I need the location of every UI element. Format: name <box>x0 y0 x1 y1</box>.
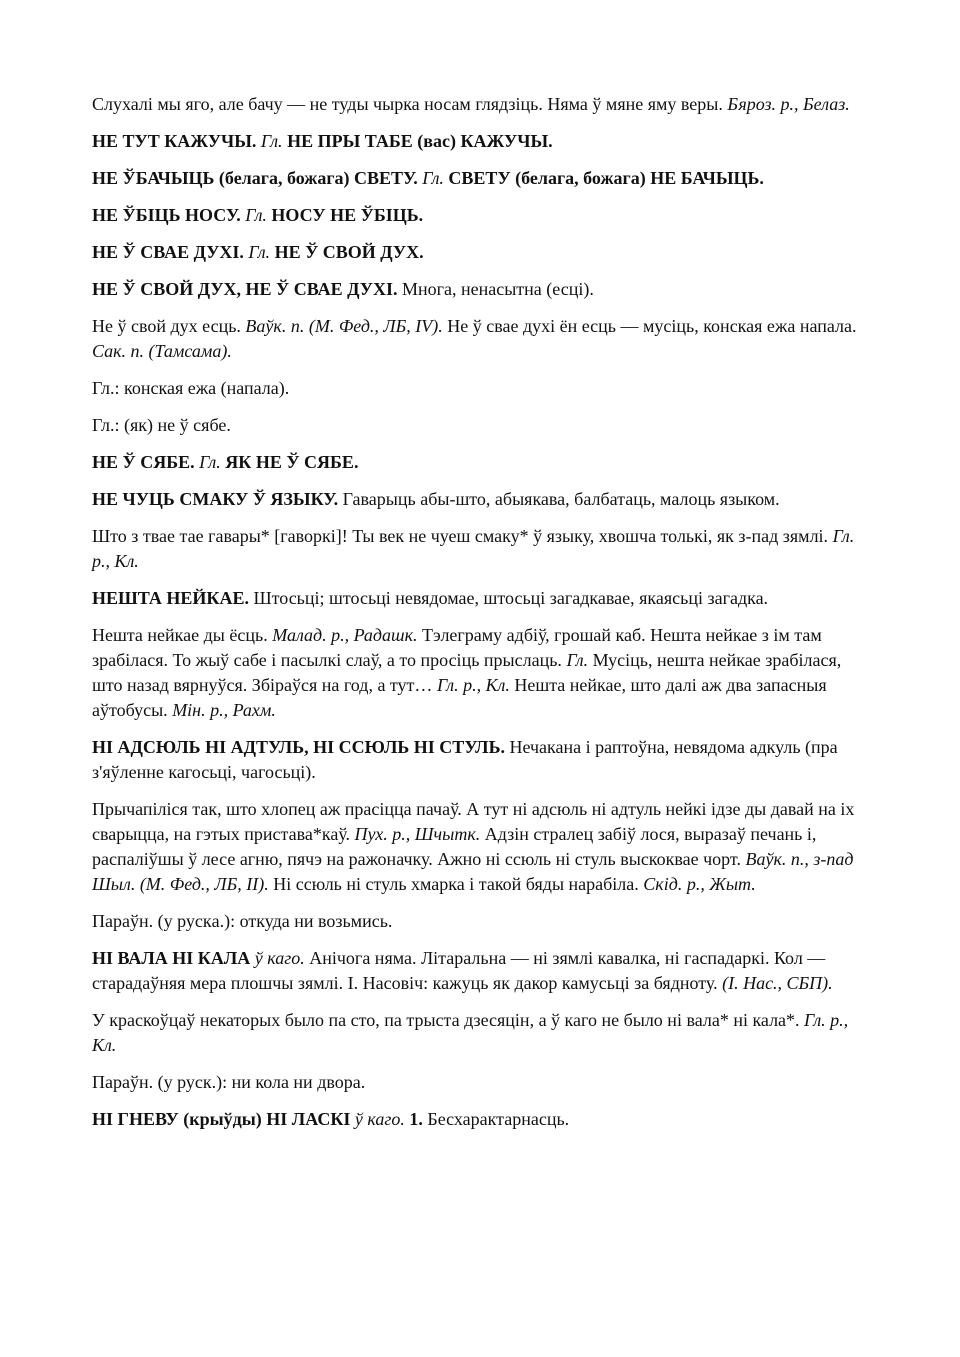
paragraph <box>92 277 870 302</box>
paragraph <box>92 946 870 996</box>
headword-text: НЕ ТУТ КАЖУЧЫ. <box>92 131 261 151</box>
body-text: Нешта нейкае ды ёсць. <box>92 625 273 645</box>
source-ref-text: Ваўк. п., з-пад Шыл. (М. Фед., ЛБ, II). <box>92 849 854 894</box>
source-ref-text: Гл. <box>248 242 275 262</box>
source-ref-text: Сак. п. (Тамсама). <box>92 341 232 361</box>
body-text: Параўн. (у рускa.): откуда ни возьмись. <box>92 911 393 931</box>
body-text: Не ў свае духі ён есць — мусіць, конская ежа напала. <box>442 316 857 336</box>
headword-text: НІ ВАЛА НІ КАЛА <box>92 948 255 968</box>
headword-text: НЕ ЎБІЦЬ НОСУ. <box>92 205 246 225</box>
source-ref-text: ў каго. <box>254 948 305 968</box>
headword-text: НЕ Ў СЯБЕ. <box>92 452 200 472</box>
body-text: Параўн. (у руск.): ни кола ни двора. <box>92 1072 366 1092</box>
paragraph <box>92 586 870 611</box>
body-text: Ні ссюль ні стуль хмарка і такой бяды нарабіла. <box>268 874 644 894</box>
headword-text: НЕ Ў СВОЙ ДУХ. <box>274 242 424 262</box>
body-text: Што з твае тае гавары* [гаворкі]! Ты век не чуеш смаку* ў языку, хвошча толькі, як з-пад зямлі. <box>92 526 833 546</box>
headword-text: НЕ ЧУЦЬ СМАКУ Ў ЯЗЫКУ. <box>92 489 343 509</box>
source-ref-text: Гл. р., Кл. <box>92 526 855 571</box>
body-text: Гаварыць абы-што, абыякава, балбатаць, малоць языком. <box>342 489 780 509</box>
paragraph <box>92 314 870 364</box>
paragraph <box>92 203 870 228</box>
headword-text: СВЕТУ (белага, божага) НЕ БАЧЫЦЬ. <box>448 168 764 188</box>
source-ref-text: Малад. р., Радашк. <box>272 625 418 645</box>
source-ref-text: Гл. <box>199 452 226 472</box>
body-text: Штосьці; штосьці невядомае, штосьці загадкавае, якаясьці загадка. <box>253 588 769 608</box>
body-text: Мусіць, нешта нейкае зрабілася, што назад вярнуўся. Збіраўся на год, а тут… <box>92 650 842 695</box>
headword-text: ЯК НЕ Ў СЯБЕ. <box>225 452 359 472</box>
body-text: Многа, ненасытна (есці). <box>401 279 594 299</box>
body-text: Бесхарактарнасць. <box>422 1109 570 1129</box>
headword-text: 1. <box>409 1109 423 1129</box>
body-text: Адзін стралец забіў лося, выразаў печань і, распаліўшы ў лесе агню, пячэ на ражоначку. Ажно ні ссюль ні стуль выскоквае чорт. <box>92 824 817 869</box>
source-ref-text: Пух. р., Шчытк. <box>354 824 481 844</box>
paragraph <box>92 450 870 475</box>
document-body <box>92 92 870 1132</box>
paragraph <box>92 166 870 191</box>
source-ref-text: Гл. <box>566 650 589 670</box>
paragraph <box>92 1008 870 1058</box>
headword-text: НЕ Ў СВОЙ ДУХ, НЕ Ў СВАЕ ДУХІ. <box>92 279 402 299</box>
source-ref-text: Гл. р., Кл. <box>92 1010 849 1055</box>
source-ref-text: Гл. <box>260 131 288 151</box>
headword-text: НІ АДСЮЛЬ НІ АДТУЛЬ, НІ ССЮЛЬ НІ СТУЛЬ. <box>92 737 510 757</box>
body-text: Тэлеграму адбіў, грошай каб. Нешта нейкае з ім там зрабілася. То жыў сабе і пасылкі слаў, а то просіць прыслаць. <box>92 625 822 670</box>
body-text: Нешта нейкае, што далі аж два запасныя аўтобусы. <box>92 675 827 720</box>
source-ref-text: Скід. р., Жыт. <box>643 874 756 894</box>
headword-text: НОСУ НЕ ЎБІЦЬ. <box>271 205 424 225</box>
paragraph <box>92 1107 870 1132</box>
paragraph <box>92 413 870 438</box>
paragraph <box>92 1070 870 1095</box>
paragraph <box>92 92 870 117</box>
paragraph <box>92 376 870 401</box>
source-ref-text: Гл. <box>422 168 449 188</box>
paragraph <box>92 735 870 785</box>
paragraph <box>92 487 870 512</box>
body-text: Прычапіліся так, што хлопец аж прасіцца пачаў. А тут ні адсюль ні адтуль нейкі ідзе ды давай на іх сварыцца, на гэтых пристава*каў. <box>92 799 855 844</box>
source-ref-text: Ваўк. п. (М. Фед., ЛБ, IV). <box>245 316 443 336</box>
headword-text: НЕШТА НЕЙКАЕ. <box>92 588 254 608</box>
paragraph <box>92 623 870 723</box>
paragraph <box>92 909 870 934</box>
paragraph <box>92 524 870 574</box>
source-ref-text: Мін. р., Рахм. <box>172 700 276 720</box>
source-ref-text: (І. Нас., СБП). <box>722 973 833 993</box>
source-ref-text: Бяроз. р., Белаз. <box>727 94 850 114</box>
paragraph <box>92 129 870 154</box>
source-ref-text: Гл. р., Кл. <box>436 675 510 695</box>
body-text: Слухалі мы яго, але бачу — не туды чырка носам глядзіць. Няма ў мяне яму веры. <box>92 94 728 114</box>
body-text: Гл.: (як) не ў сябе. <box>92 415 231 435</box>
source-ref-text: ў каго. <box>354 1109 405 1129</box>
headword-text: НІ ГНЕВУ (крыўды) НІ ЛАСКІ <box>92 1109 355 1129</box>
paragraph <box>92 240 870 265</box>
headword-text: НЕ Ў СВАЕ ДУХІ. <box>92 242 249 262</box>
headword-text: НЕ ПРЫ ТАБЕ (вас) КАЖУЧЫ. <box>287 131 553 151</box>
body-text: Нечакана і раптоўна, невядома адкуль (пра з'яўленне кагосьці, чагосьці). <box>92 737 838 782</box>
source-ref-text: Гл. <box>245 205 272 225</box>
body-text: Не ў свой дух есць. <box>92 316 246 336</box>
body-text: Анічога няма. Літаральна — ні зямлі кавалка, ні гаспадаркі. Кол — старадаўняя мера плошчы зямлі. І. Насовіч: кажуць як дакор камусьці за бядноту. <box>92 948 826 993</box>
paragraph <box>92 797 870 897</box>
body-text: У краскоўцаў некаторых было па сто, па трыста дзесяцін, а ў каго не было ні вала* ні кала*. <box>92 1010 805 1030</box>
headword-text: НЕ ЎБАЧЫЦЬ (белага, божага) СВЕТУ. <box>92 168 423 188</box>
body-text: Гл.: конская ежа (напала). <box>92 378 290 398</box>
